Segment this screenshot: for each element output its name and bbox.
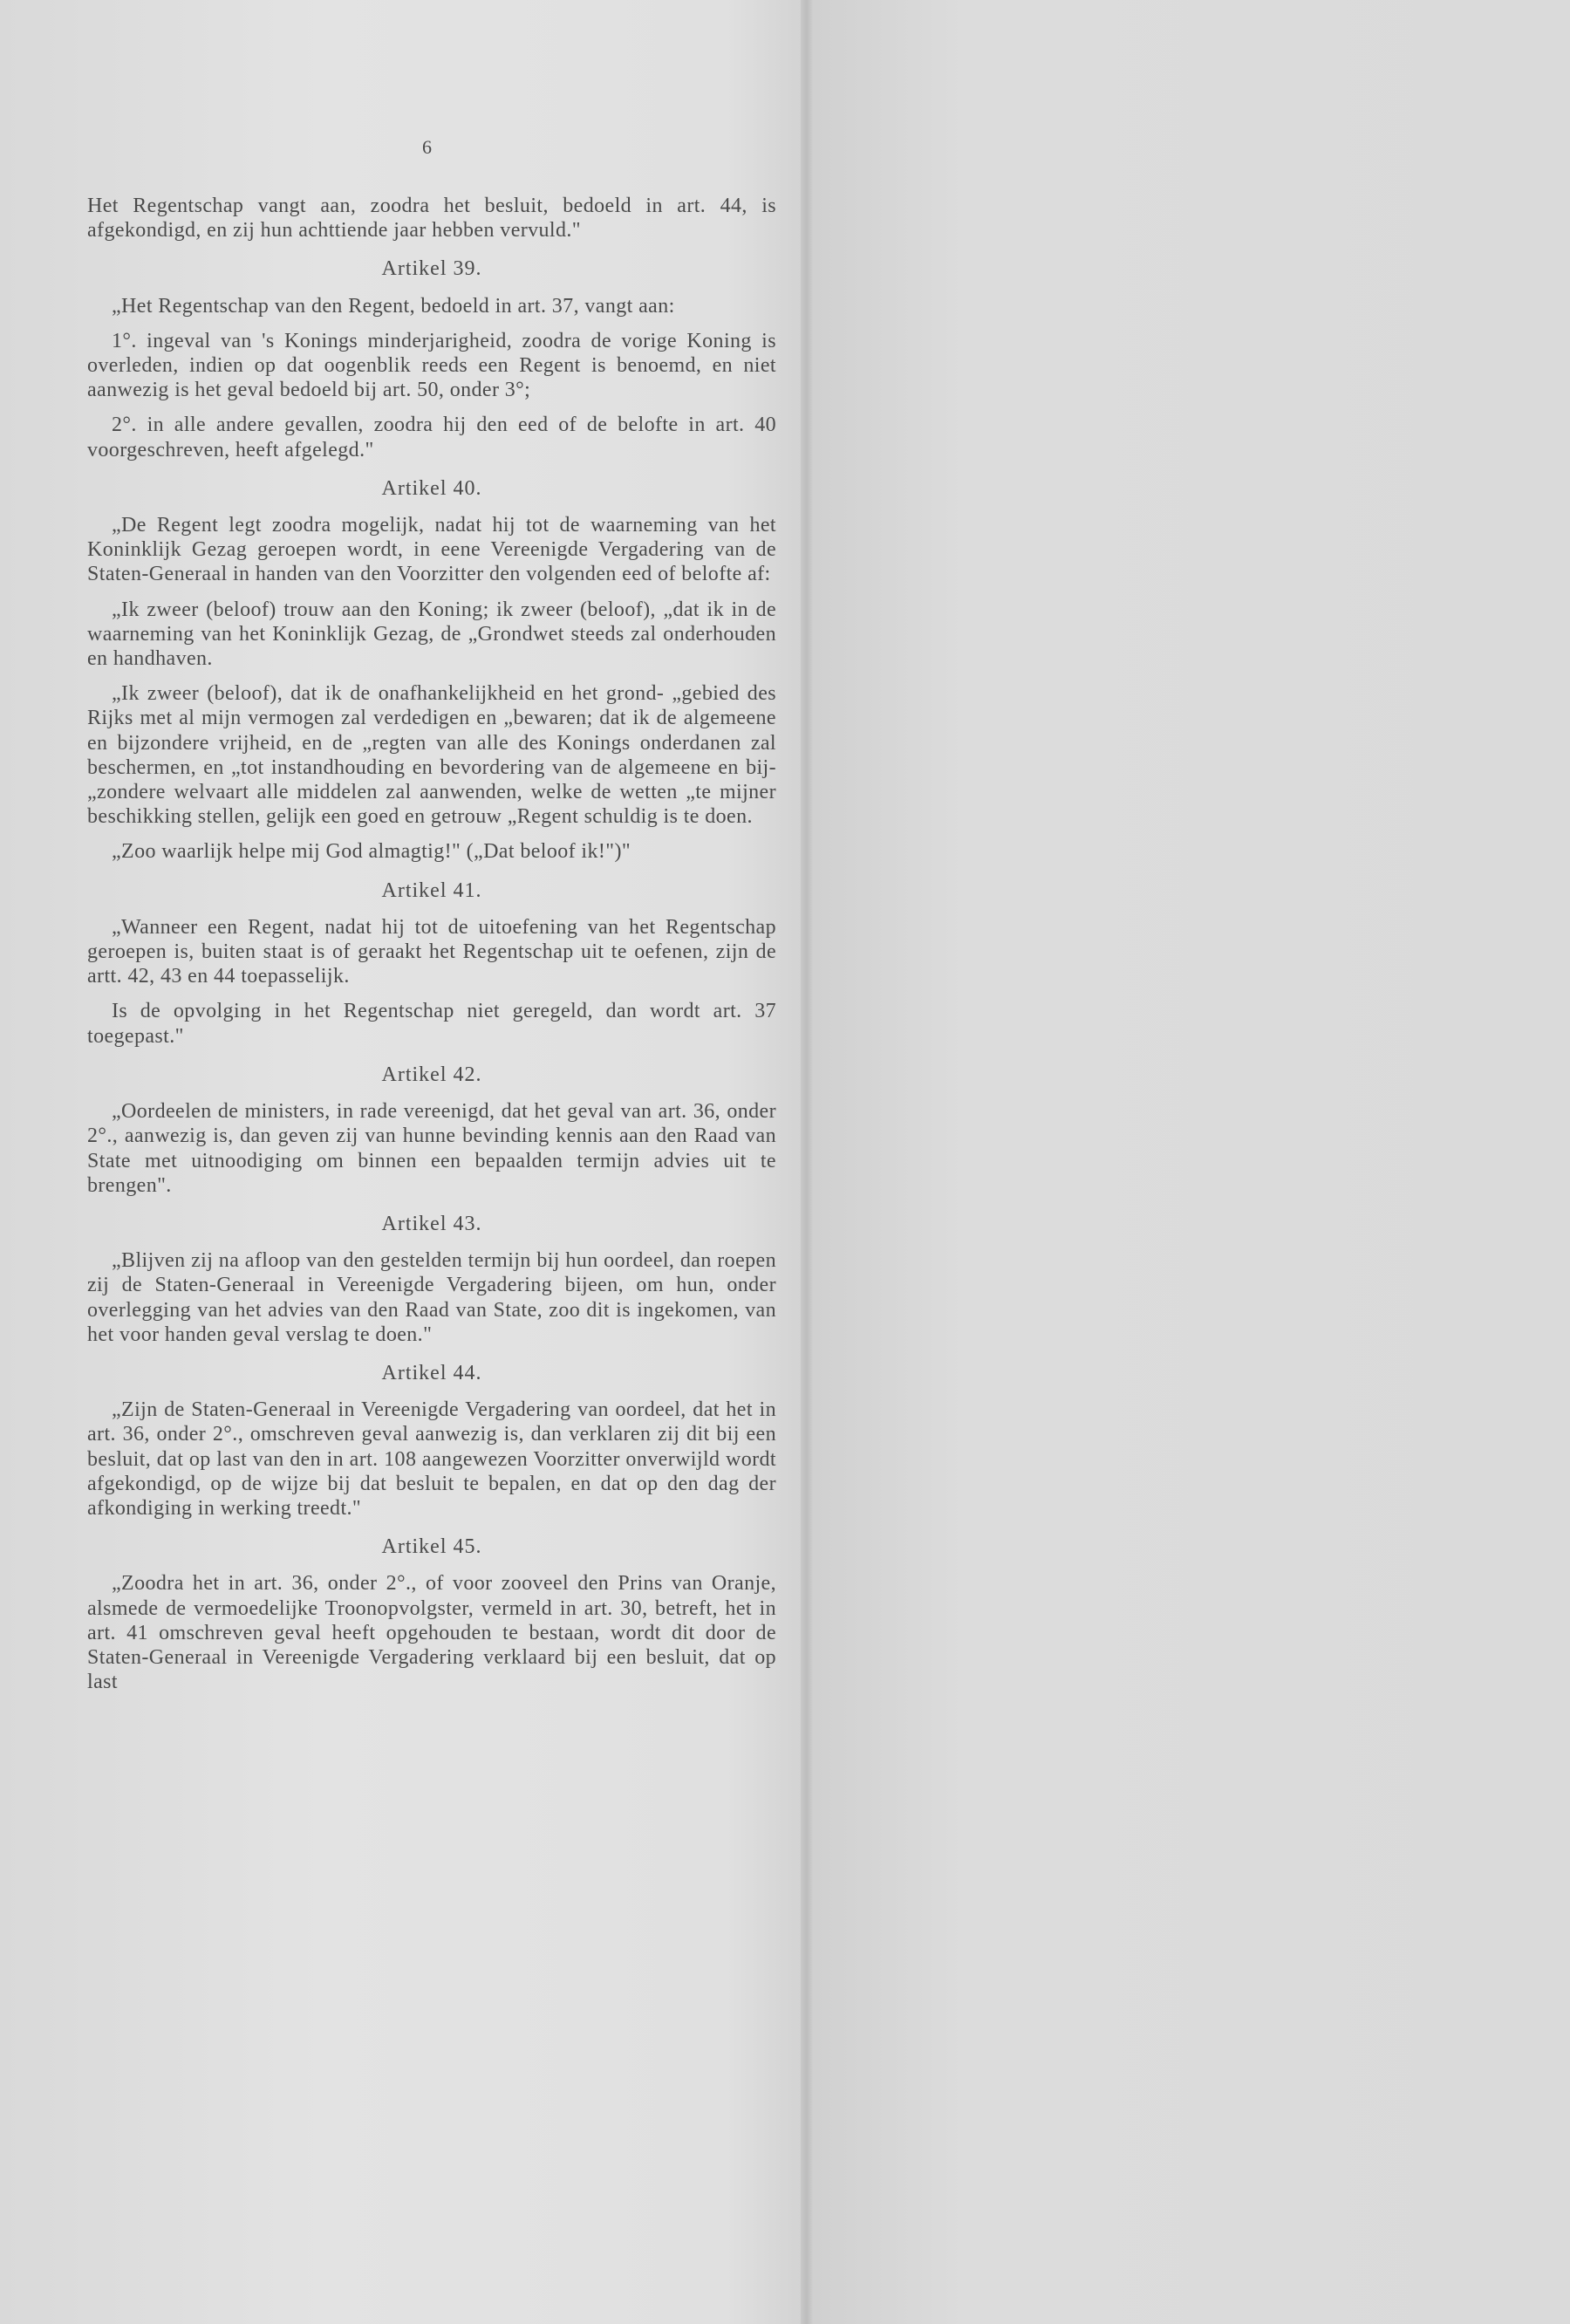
article-heading: Artikel 45. xyxy=(381,1535,482,1559)
paragraph: Het Regentschap vangt aan, zoodra het besluit, bedoeld in art. 44, is afgekondigd, en zij hun achttiende jaar hebben vervuld." xyxy=(87,195,776,243)
page-number: 6 xyxy=(422,136,432,158)
paragraph: „Blijven zij na afloop van den gestelden termijn bij hun oordeel, dan roepen zij de Staten-Generaal in Vereenigde Vergadering bijeen, om hun, onder overlegging van het advies van den Raad van State, zoo dit is ingekomen, van het voor handen geval verslag te doen." xyxy=(87,1249,776,1346)
article-heading: Artikel 41. xyxy=(381,878,482,902)
article-heading: Artikel 39. xyxy=(381,257,482,281)
article-heading: Artikel 43. xyxy=(381,1212,482,1235)
article-heading: Artikel 40. xyxy=(381,476,482,500)
right-page-blank xyxy=(813,0,1570,2324)
document-body xyxy=(87,194,776,1705)
paragraph: „Zoo waarlijk helpe mij God almagtig!" („Dat beloof ik!")" xyxy=(112,840,631,864)
paragraph: „Zijn de Staten-Generaal in Vereenigde Vergadering van oordeel, dat het in art. 36, onder 2°., omschreven geval aanwezig is, dan verklaren zij dit bij een besluit, dat op last van den in art. 108 aangewezen Voorzitter onverwijld wordt afgekondigd, op de wijze bij dat besluit te bepalen, en dat op den dag der afkondiging in werking treedt." xyxy=(87,1398,776,1520)
paragraph: 1°. ingeval van 's Konings minderjarigheid, zoodra de vorige Koning is overleden, indien op dat oogenblik reeds een Regent is benoemd, en niet aanwezig is het geval bedoeld bij art. 50, onder 3°; xyxy=(87,329,776,402)
book-gutter xyxy=(801,0,813,2324)
paragraph: „Het Regentschap van den Regent, bedoeld in art. 37, vangt aan: xyxy=(112,294,675,318)
paragraph: „Zoodra het in art. 36, onder 2°., of voor zooveel den Prins van Oranje, alsmede de vermoedelijke Troonopvolgster, vermeld in art. 30, betreft, het in art. 41 omschreven geval heeft opgehouden te bestaan, wordt dit door de Staten-Generaal in Vereenigde Vergadering verklaard bij een besluit, dat op last xyxy=(87,1572,776,1694)
paragraph: „De Regent legt zoodra mogelijk, nadat hij tot de waarneming van het Koninklijk Gezag geroepen wordt, in eene Vereenigde Vergadering van de Staten-Generaal in handen van den Voorzitter den volgenden eed of belofte af: xyxy=(87,514,776,586)
article-heading: Artikel 44. xyxy=(381,1361,482,1384)
paragraph: „Oordeelen de ministers, in rade vereenigd, dat het geval van art. 36, onder 2°., aanwezig is, dan geven zij van hunne bevinding kennis aan den Raad van State met uitnoodiging om binnen een bepaalden termijn advies uit te brengen". xyxy=(87,1100,776,1197)
paragraph: 2°. in alle andere gevallen, zoodra hij den eed of de belofte in art. 40 voorgeschreven, heeft afgelegd." xyxy=(87,414,776,461)
paragraph: Is de opvolging in het Regentschap niet geregeld, dan wordt art. 37 toegepast." xyxy=(87,1000,776,1048)
article-heading: Artikel 42. xyxy=(381,1063,482,1086)
paragraph: „Ik zweer (beloof), dat ik de onafhankelijkheid en het grond- „gebied des Rijks met al mijn vermogen zal verdedigen en „bewaren; dat ik de algemeene en bijzondere vrijheid, en de „regten van alle des Konings onderdanen zal beschermen, en „tot instandhouding en bevordering van de algemeene en bij- „zondere welvaart alle middelen zal aanwenden, welke de wetten „te mijner beschikking stellen, gelijk een goed en getrouw „Regent schuldig is te doen. xyxy=(87,682,776,829)
paragraph: „Wanneer een Regent, nadat hij tot de uitoefening van het Regentschap geroepen is, buiten staat is of geraakt het Regentschap uit te oefenen, zijn de artt. 42, 43 en 44 toepasselijk. xyxy=(87,915,776,988)
paragraph: „Ik zweer (beloof) trouw aan den Koning; ik zweer (beloof), „dat ik in de waarneming van het Koninklijk Gezag, de „Grondwet steeds zal onderhouden en handhaven. xyxy=(87,598,776,671)
